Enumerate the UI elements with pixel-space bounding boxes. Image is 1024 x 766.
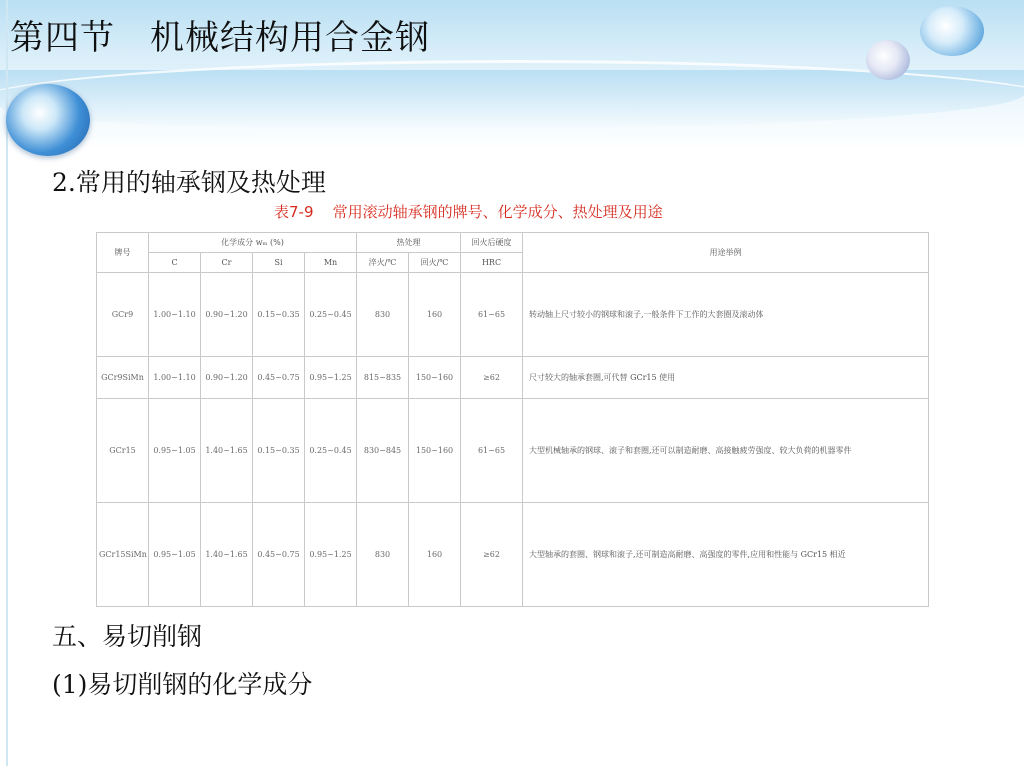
cell-quench: 815~835: [357, 357, 409, 399]
slide-title: 第四节 机械结构用合金钢: [10, 18, 430, 58]
cell-cr: 0.90~1.20: [201, 357, 253, 399]
cell-use: 尺寸较大的轴承套圈,可代替 GCr15 使用: [523, 357, 929, 399]
cell-mn: 0.95~1.25: [305, 503, 357, 607]
cell-cr: 1.40~1.65: [201, 503, 253, 607]
cell-temper: 160: [409, 273, 461, 357]
cell-cr: 0.90~1.20: [201, 273, 253, 357]
cell-grade: GCr9: [97, 273, 149, 357]
header-composition: 化学成分 wₘ (%): [149, 233, 357, 253]
header-hardness: 回火后硬度: [461, 233, 523, 253]
bubble-decoration-right-large: [920, 6, 984, 56]
table-row: [97, 503, 929, 607]
cell-temper: 150~160: [409, 357, 461, 399]
header-heat-treatment: 热处理: [357, 233, 461, 253]
cell-hrc: 61~65: [461, 273, 523, 357]
table-row: [97, 399, 929, 503]
bubble-decoration-right-small: [866, 40, 910, 80]
cell-hrc: ≥62: [461, 357, 523, 399]
cell-quench: 830~845: [357, 399, 409, 503]
cell-use: 转动轴上尺寸较小的钢球和滚子,一般条件下工作的大套圈及滚动体: [523, 273, 929, 357]
cell-si: 0.15~0.35: [253, 273, 305, 357]
cell-use: 大型轴承的套圈、钢球和滚子,还可制造高耐磨、高强度的零件,应用和性能与 GCr15 相近: [523, 503, 929, 607]
cell-mn: 0.95~1.25: [305, 357, 357, 399]
header-mn: Mn: [305, 253, 357, 273]
cell-temper: 150~160: [409, 399, 461, 503]
header-swoosh: [0, 60, 1024, 153]
header-si: Si: [253, 253, 305, 273]
cell-c: 1.00~1.10: [149, 273, 201, 357]
cell-quench: 830: [357, 273, 409, 357]
section-heading: 五、易切削钢: [52, 622, 203, 651]
header-quench: 淬火/℃: [357, 253, 409, 273]
cell-grade: GCr9SiMn: [97, 357, 149, 399]
header-grade: 牌号: [97, 233, 149, 273]
table-caption: 表7-9 常用滚动轴承钢的牌号、化学成分、热处理及用途: [274, 203, 663, 221]
slide-subtitle: 2.常用的轴承钢及热处理: [52, 168, 326, 197]
cell-c: 0.95~1.05: [149, 399, 201, 503]
cell-hrc: ≥62: [461, 503, 523, 607]
table-row: [97, 273, 929, 357]
cell-mn: 0.25~0.45: [305, 273, 357, 357]
cell-grade: GCr15: [97, 399, 149, 503]
table-row: [97, 357, 929, 399]
header-c: C: [149, 253, 201, 273]
bearing-steel-table: [96, 232, 928, 607]
header-temper: 回火/℃: [409, 253, 461, 273]
header-usage: 用途举例: [523, 233, 929, 273]
header-cr: Cr: [201, 253, 253, 273]
bubble-decoration-left: [6, 84, 90, 156]
cell-si: 0.15~0.35: [253, 399, 305, 503]
cell-mn: 0.25~0.45: [305, 399, 357, 503]
cell-grade: GCr15SiMn: [97, 503, 149, 607]
cell-si: 0.45~0.75: [253, 357, 305, 399]
table-header-row-1: [97, 233, 929, 253]
section-item: (1)易切削钢的化学成分: [52, 670, 313, 699]
cell-si: 0.45~0.75: [253, 503, 305, 607]
cell-c: 0.95~1.05: [149, 503, 201, 607]
cell-temper: 160: [409, 503, 461, 607]
cell-hrc: 61~65: [461, 399, 523, 503]
cell-quench: 830: [357, 503, 409, 607]
cell-c: 1.00~1.10: [149, 357, 201, 399]
header-hrc: HRC: [461, 253, 523, 273]
cell-cr: 1.40~1.65: [201, 399, 253, 503]
cell-use: 大型机械轴承的钢球、滚子和套圈,还可以制造耐磨、高接触疲劳强度、较大负荷的机器零件: [523, 399, 929, 503]
